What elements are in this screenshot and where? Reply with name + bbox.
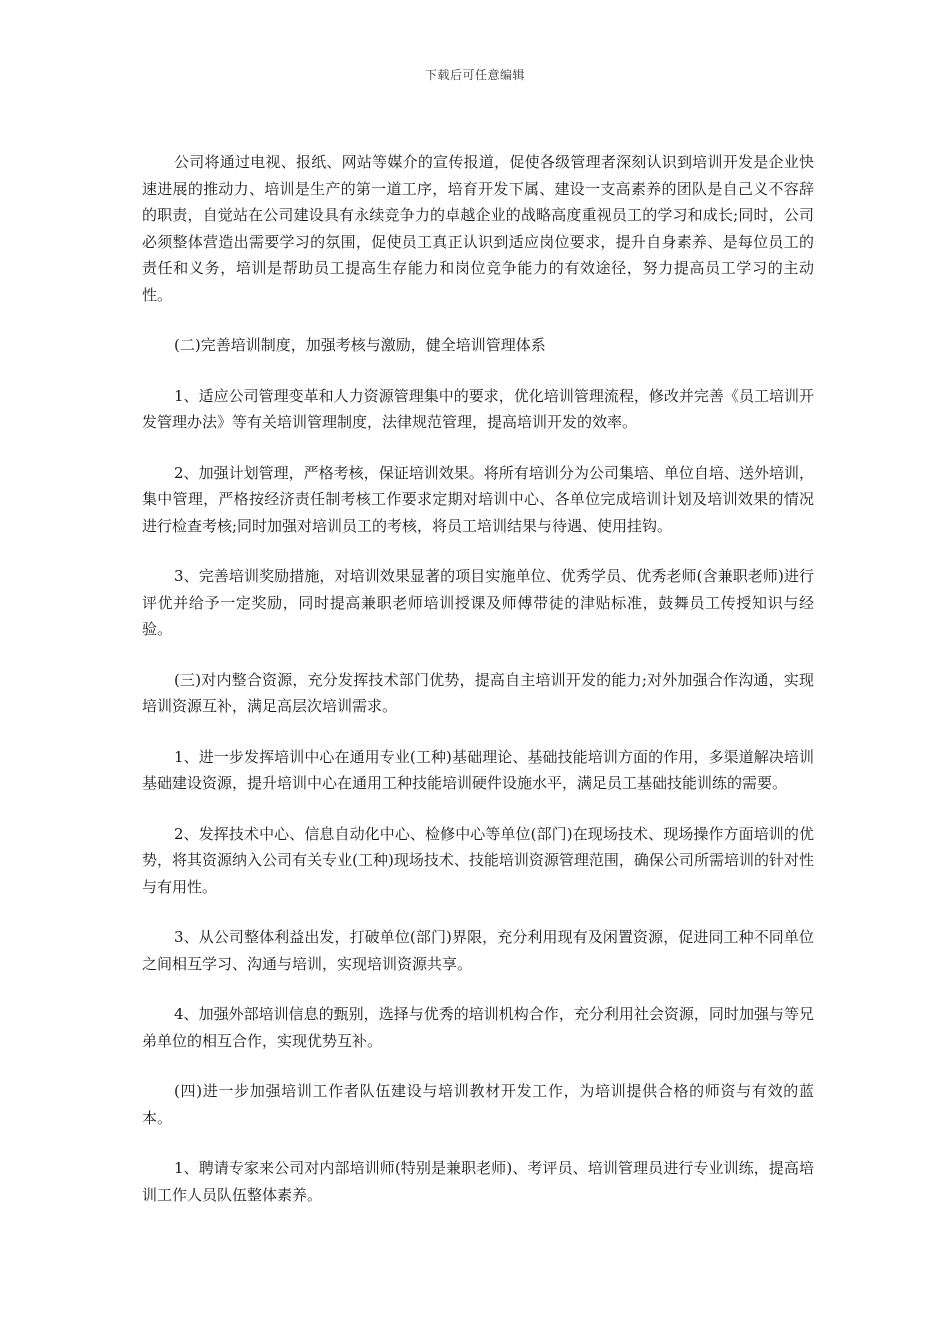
paragraph-intro: 公司将通过电视、报纸、网站等媒介的宣传报道，促使各级管理者深刻认识到培训开发是企业快速进展的推动力、培训是生产的第一道工序，培育开发下属、建设一支高素养的团队是自己义不容辞的职责，自觉站在公司建设具有永续竞争力的卓越企业的战略高度重视员工的学习和成长;同时，公司必须整体营造出需要学习的氛围，促使员工真正认识到适应岗位要求，提升自身素养、是每位员工的责任和义务，培训是帮助员工提高生存能力和岗位竞争能力的有效途径，努力提高员工学习的主动性。 bbox=[142, 153, 814, 304]
section-heading-4: (四)进一步加强培训工作者队伍建设与培训教材开发工作，为培训提供合格的师资与有效的蓝本。 bbox=[142, 1082, 814, 1127]
paragraph-3-2: 2、发挥技术中心、信息自动化中心、检修中心等单位(部门)在现场技术、现场操作方面培训的优势，将其资源纳入公司有关专业(工种)现场技术、技能培训资源管理范围，确保公司所需培训的针对性与有用性。 bbox=[142, 824, 814, 896]
paragraph-2-1: 1、适应公司管理变革和人力资源管理集中的要求，优化培训管理流程，修改并完善《员工培训开发管理办法》等有关培训管理制度，法律规范管理，提高培训开发的效率。 bbox=[142, 386, 814, 431]
section-heading-3: (三)对内整合资源，充分发挥技术部门优势，提高自主培训开发的能力;对外加强合作沟通，实现培训资源互补，满足高层次培训需求。 bbox=[142, 670, 814, 715]
paragraph-4-1: 1、聘请专家来公司对内部培训师(特别是兼职老师)、考评员、培训管理员进行专业训练，提高培训工作人员队伍整体素养。 bbox=[142, 1159, 814, 1204]
paragraph-2-2: 2、加强计划管理，严格考核，保证培训效果。将所有培训分为公司集培、单位自培、送外培训，集中管理，严格按经济责任制考核工作要求定期对培训中心、各单位完成培训计划及培训效果的情况进行检查考核;同时加强对培训员工的考核，将员工培训结果与待遇、使用挂钩。 bbox=[142, 463, 814, 535]
paragraph-2-3: 3、完善培训奖励措施，对培训效果显著的项目实施单位、优秀学员、优秀老师(含兼职老师)进行评优并给予一定奖励，同时提高兼职老师培训授课及师傅带徒的津贴标准，鼓舞员工传授知识与经验。 bbox=[142, 567, 814, 638]
page-header: 下载后可任意编辑 bbox=[424, 68, 525, 82]
paragraph-3-4: 4、加强外部培训信息的甄别，选择与优秀的培训机构合作，充分利用社会资源，同时加强与等兄弟单位的相互合作，实现优势互补。 bbox=[142, 1005, 814, 1050]
paragraph-3-3: 3、从公司整体利益出发，打破单位(部门)界限，充分利用现有及闲置资源，促进同工种不同单位之间相互学习、沟通与培训，实现培训资源共享。 bbox=[142, 928, 814, 973]
document-body bbox=[142, 149, 814, 1232]
section-heading-2: (二)完善培训制度，加强考核与激励，健全培训管理体系 bbox=[174, 336, 546, 354]
paragraph-3-1: 1、进一步发挥培训中心在通用专业(工种)基础理论、基础技能培训方面的作用，多渠道解决培训基础建设资源，提升培训中心在通用工种技能培训硬件设施水平，满足员工基础技能训练的需要。 bbox=[142, 747, 814, 792]
